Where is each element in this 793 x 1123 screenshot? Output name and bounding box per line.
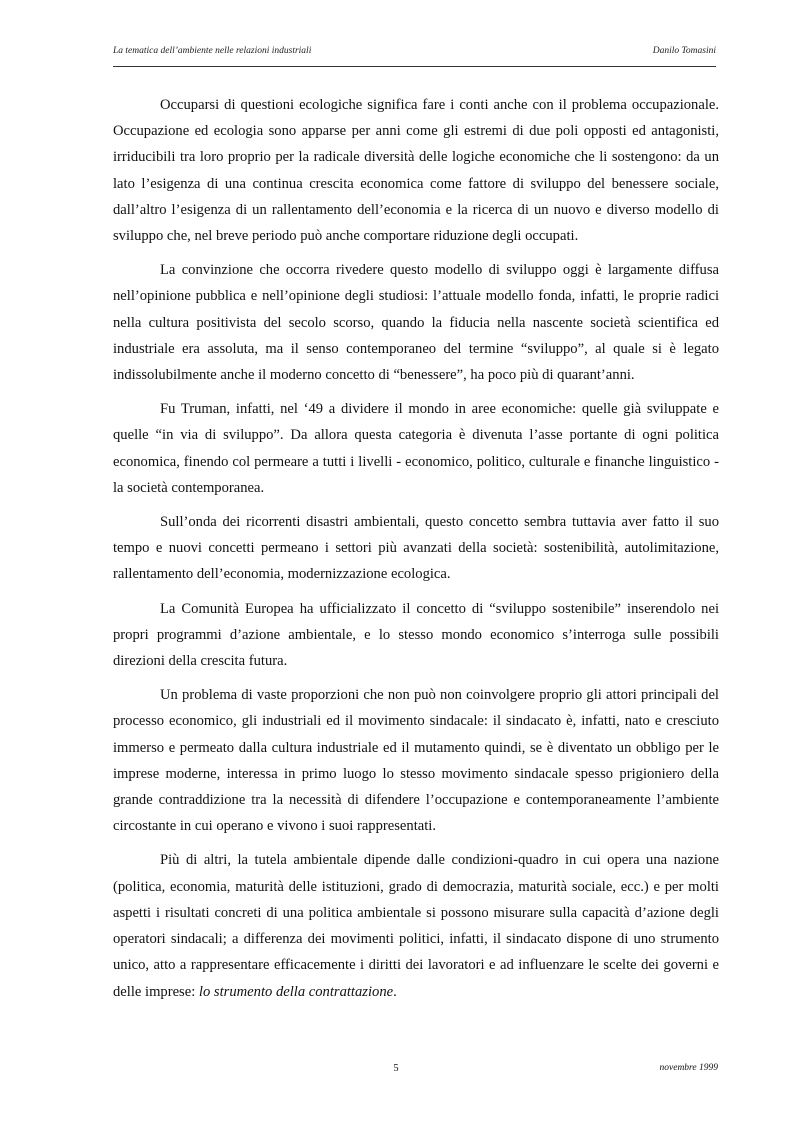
paragraph: Un problema di vaste proporzioni che non può non coinvolgere proprio gli attori principali del processo economico, gli industriali ed il movimento sindacale: il sindacato è, infatti, nato e cresciuto immerso e permeato dalla cultura industriale ed il mutamento quindi, se è diventato un obbligo per le imprese moderne, interessa in primo luogo lo stesso movimento sindacale spesso prigioniero della grande contraddizione tra la necessità di difendere l’occupazione e contemporaneamente l’ambiente circostante in cui operano e vivono i suoi rappresentati. [113, 687, 719, 835]
paragraph: Fu Truman, infatti, nel ‘49 a dividere il mondo in aree economiche: quelle già sviluppate e quelle “in via di sviluppo”. Da allora questa categoria è divenuta l’asse portante di ogni politica economica, finendo col permeare a tutti i livelli - economico, politico, culturale e finanche linguistico - la società contemporanea. [113, 401, 719, 496]
paragraph-text: Più di altri, la tutela ambientale dipende dalle condizioni-quadro in cui opera una nazione (politica, economia, maturità delle istituzioni, grado di democrazia, maturità sociale, ecc.) e per molti aspetti i risultati concreti di una politica ambientale si possono misurare sulla capacità d’azione degli operatori sindacali; a differenza dei movimenti politici, infatti, il sindacato dispone di uno strumento unico, atto a rappresentare efficacemente i diritti dei lavoratori e ad influenzare le scelte dei governi e delle imprese: [113, 852, 719, 1000]
emphasis-text: lo strumento della contrattazione [198, 983, 394, 1000]
running-header [113, 46, 716, 62]
paragraph: La convinzione che occorra rivedere questo modello di sviluppo oggi è largamente diffusa nell’opinione pubblica e nell’opinione degli studiosi: l’attuale modello fonda, infatti, le proprie radici nella cultura positivista del secolo scorso, quando la fiducia nella nascente società scientifica ed industriale era assoluta, ma il senso contemporaneo del termine “sviluppo”, al quale si è legato indissolubilmente anche il moderno concetto di “benessere”, ha poco più di quarant’anni. [113, 262, 719, 384]
header-rule [113, 66, 716, 67]
body-text [113, 92, 719, 1013]
paragraph: La Comunità Europea ha ufficializzato il concetto di “sviluppo sostenibile” inserendolo nei propri programmi d’azione ambientale, e lo stesso mondo economico s’interroga sulle possibili direzioni della crescita futura. [113, 600, 719, 670]
paragraph: Sull’onda dei ricorrenti disastri ambientali, questo concetto sembra tuttavia aver fatto il suo tempo e nuovi concetti permeano i settori più avanzati della società: sostenibilità, autolimitazione, rallentamento dell’economia, modernizzazione ecologica. [113, 514, 719, 583]
paragraph-end: . [393, 983, 397, 1000]
paragraph-last [113, 847, 719, 1004]
paragraph: Occuparsi di questioni ecologiche significa fare i conti anche con il problema occupazionale. Occupazione ed ecologia sono apparse per anni come gli estremi di due poli opposti ed antagonisti, irriducibili tra loro proprio per la radicale diversità delle logiche economiche che li sostengono: da un lato l’esigenza di una continua crescita economica come fattore di sviluppo del benessere sociale, dall’altro l’esigenza di un rallentamento dell’economia e la ricerca di un nuovo e diverso modello di sviluppo che, nel breve periodo può anche comportare riduzione degli occupati. [113, 97, 719, 245]
page-number: 5 [393, 1063, 399, 1074]
header-author: Danilo Tomasini [652, 46, 716, 56]
header-title: La tematica dell’ambiente nelle relazioni industriali [113, 46, 312, 56]
footer-date: novembre 1999 [659, 1063, 718, 1073]
